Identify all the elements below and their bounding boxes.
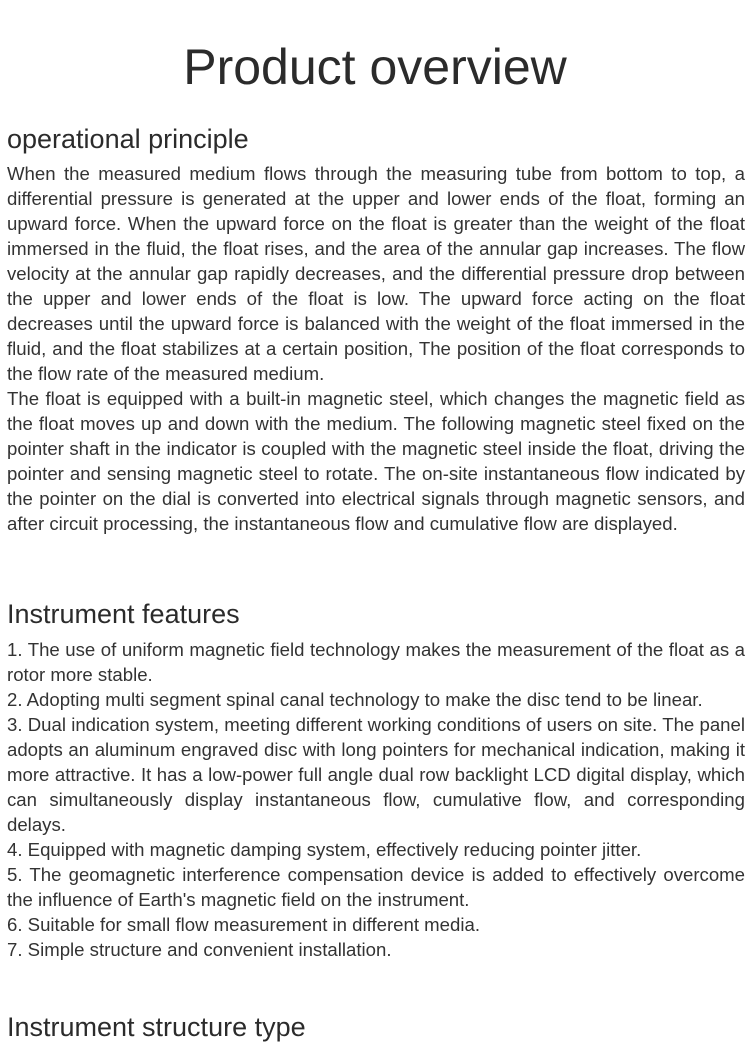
list-item: 7. Simple structure and convenient installation.	[7, 939, 392, 960]
section-heading-structure: Instrument structure type	[7, 1012, 306, 1042]
list-item: 6. Suitable for small flow measurement in different media.	[7, 914, 480, 935]
principle-paragraph: The float is equipped with a built-in magnetic steel, which changes the magnetic field as the float moves up and down with the medium. The following magnetic steel fixed on the pointer shaft in the indicator is coupled with the magnetic steel inside the float, driving the pointer and sensing magnetic steel to rotate. The on-site instantaneous flow indicated by the pointer on the dial is converted into electrical signals through magnetic sensors, and after circuit processing, the instantaneous flow and cumulative flow are displayed.	[7, 388, 745, 534]
section-heading-features: Instrument features	[7, 599, 240, 629]
list-item: 3. Dual indication system, meeting different working conditions of users on site. The panel adopts an aluminum engraved disc with long pointers for mechanical indication, making it more attractive. It has a low-power full angle dual row backlight LCD digital display, which can simultaneously display instantaneous flow, cumulative flow, and corresponding delays.	[7, 714, 745, 835]
principle-body	[7, 161, 745, 536]
list-item: 5. The geomagnetic interference compensation device is added to effectively overcome the influence of Earth's magnetic field on the instrument.	[7, 864, 745, 910]
features-list	[7, 637, 745, 962]
principle-paragraph: When the measured medium flows through the measuring tube from bottom to top, a differential pressure is generated at the upper and lower ends of the float, forming an upward force. When the upward force on the float is greater than the weight of the float immersed in the fluid, the float rises, and the area of the annular gap increases. The flow velocity at the annular gap rapidly decreases, and the differential pressure drop between the upper and lower ends of the float is low. The upward force acting on the float decreases until the upward force is balanced with the weight of the float immersed in the fluid, and the float stabilizes at a certain position, The position of the float corresponds to the flow rate of the measured medium.	[7, 163, 745, 384]
section-heading-principle: operational principle	[7, 124, 249, 154]
page-title: Product overview	[183, 39, 567, 95]
list-item: 4. Equipped with magnetic damping system, effectively reducing pointer jitter.	[7, 839, 642, 860]
list-item: 1. The use of uniform magnetic field technology makes the measurement of the float as a rotor more stable.	[7, 639, 745, 685]
list-item: 2. Adopting multi segment spinal canal technology to make the disc tend to be linear.	[7, 689, 703, 710]
